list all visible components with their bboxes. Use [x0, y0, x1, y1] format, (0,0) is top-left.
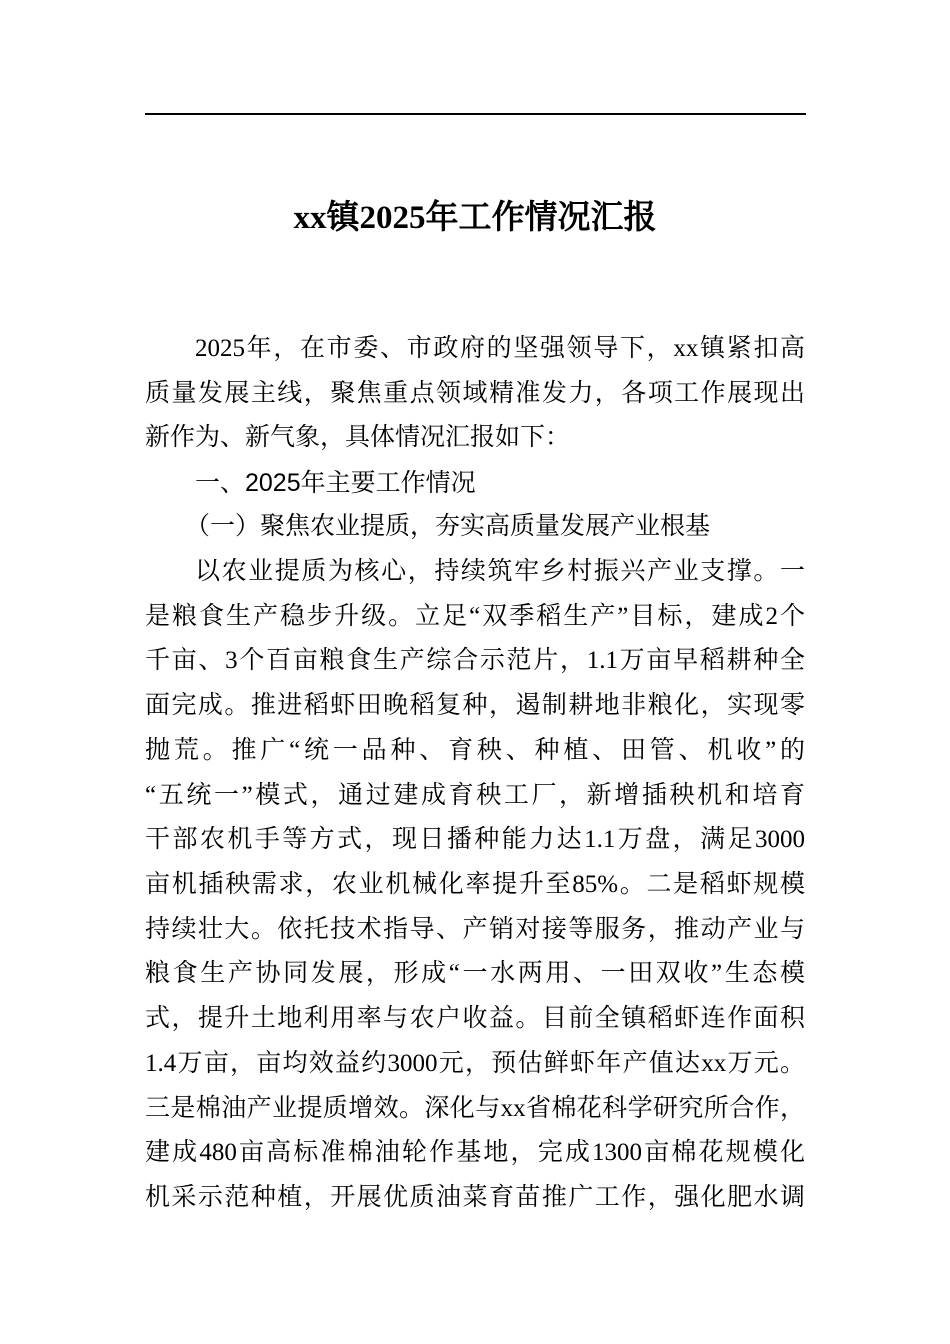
paragraph-line: 三是棉油产业提质增效。深化与xx省棉花科学研究所合作，	[145, 1095, 805, 1122]
paragraph-line: 新作为、新气象，具体情况汇报如下：	[145, 424, 571, 451]
paragraph-line: 是粮食生产稳步升级。立足“双季稻生产”目标，建成2个	[145, 603, 805, 630]
paragraph-line: 持续壮大。依托技术指导、产销对接等服务，推动产业与	[145, 916, 805, 943]
paragraph-line: 面完成。推进稻虾田晚稻复种，遏制耕地非粮化，实现零	[145, 692, 805, 719]
paragraph-line: 亩机插秧需求，农业机械化率提升至85%。二是稻虾规模	[145, 871, 805, 898]
paragraph-line: 粮食生产协同发展，形成“一水两用、一田双收”生态模	[145, 960, 805, 987]
paragraph-line: 1.4万亩，亩均效益约3000元，预估鲜虾年产值达xx万元。	[145, 1050, 805, 1077]
paragraph-line: 建成480亩高标准棉油轮作基地，完成1300亩棉花规模化	[145, 1139, 805, 1166]
section-heading: 一、2025年主要工作情况	[195, 469, 476, 497]
paragraph-line: “五统一”模式，通过建成育秧工厂，新增插秧机和培育	[145, 782, 805, 809]
paragraph-line: 机采示范种植，开展优质油菜育苗推广工作，强化肥水调	[145, 1184, 805, 1211]
paragraph-line: 质量发展主线，聚焦重点领域精准发力，各项工作展现出	[145, 380, 805, 407]
header-rule	[145, 113, 806, 115]
paragraph-line: 以农业提质为核心，持续筑牢乡村振兴产业支撑。一	[195, 558, 805, 585]
paragraph-line: 2025年，在市委、市政府的坚强领导下，xx镇紧扣高	[195, 335, 805, 362]
paragraph-line: 千亩、3个百亩粮食生产综合示范片，1.1万亩早稻耕种全	[145, 647, 805, 674]
document-title: xx镇2025年工作情况汇报	[293, 200, 657, 236]
paragraph-line: 式，提升土地利用率与农户收益。目前全镇稻虾连作面积	[145, 1005, 805, 1032]
paragraph-line: 抛荒。推广“统一品种、育秧、种植、田管、机收”的	[145, 737, 805, 764]
paragraph-line: 干部农机手等方式，现日播种能力达1.1万盘，满足3000	[145, 826, 805, 853]
subsection-heading: （一）聚焦农业提质，夯实高质量发展产业根基	[185, 513, 711, 540]
